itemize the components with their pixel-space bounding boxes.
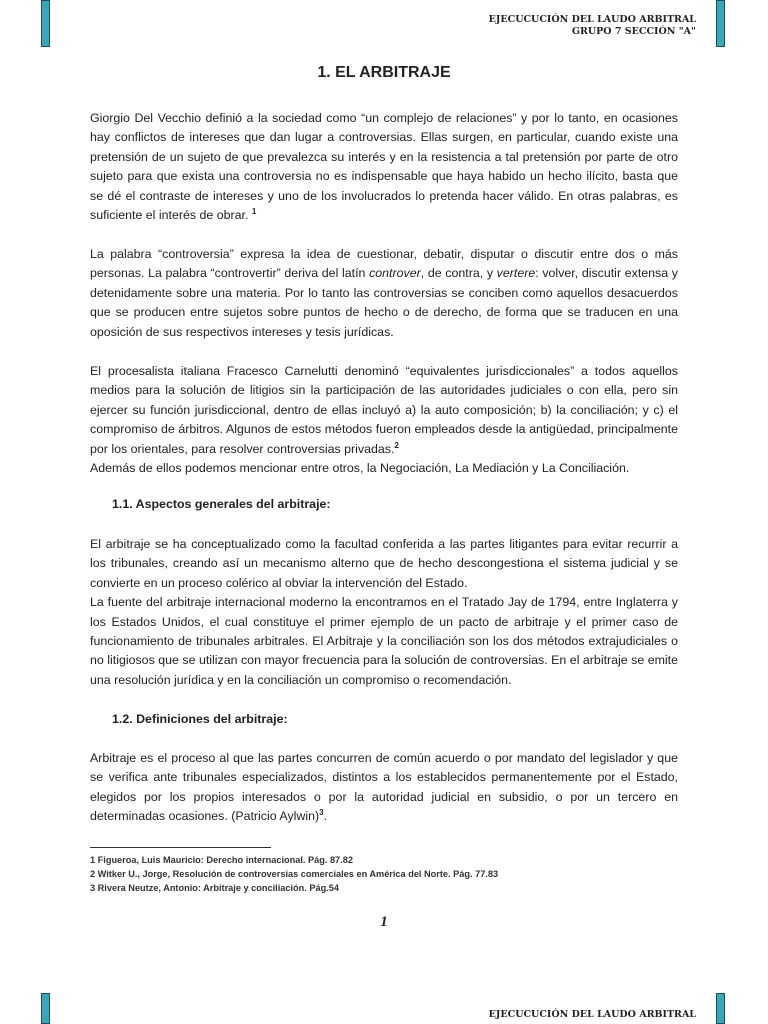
text-line: Arbitraje es el proceso al que las partes concurren de común acuerdo o por mandato del legislador y que [90, 751, 678, 765]
text-line: pretensión de un sujeto de que prevalezca su interés y en la resistencia a tal pretensión por parte de [90, 149, 653, 164]
paragraph-3 [90, 362, 678, 478]
text-line: . [323, 809, 328, 824]
text-line: caso de funcionamiento de tribunales arbitrales. El Arbitraje y la conciliación son los dos métodos [90, 614, 678, 649]
left-accent-bar-top [41, 0, 50, 47]
text-line: extrajudiciales o no litigiosos que se utilizan con mayor frecuencia para la solución de controversias. En [90, 634, 678, 668]
next-page-header [489, 1009, 696, 1021]
text-line: La fuente del arbitraje internacional moderno la encontramos en el Tratado Jay de 1794, entre [90, 595, 612, 610]
text-line: determinadas ocasiones. (Patricio Aylwin) [90, 809, 320, 824]
text-line: personas. La palabra “controvertir” deriva del latín [90, 266, 370, 281]
text-line: extensa y detenidamente sobre una materia. Por lo tanto las controversias se conciben como aquellos [90, 266, 679, 300]
footnote-1: 1 Figueroa, Luis Mauricio: Derecho internacional. Pág. 87.82 [90, 855, 353, 865]
text-line: , de contra, y [420, 266, 497, 281]
text-line: : volver, discutir [535, 266, 622, 281]
header-line-1: EJECUCUCIÓN DEL LAUDO ARBITRAL [488, 14, 696, 25]
subheading-1-1: 1.1. Aspectos generales del arbitraje: [112, 497, 331, 511]
text-line: El procesalista italiana Fracesco Carnelutti denominó “equivalentes jurisdiccionales” a todos aquellos [90, 364, 678, 378]
text-line: otro sujeto para que exista una controversia no es indispensable que haya habido un hecho ilícito, basta [90, 149, 678, 184]
page-header [489, 14, 696, 38]
footnote-ref-3: 3 [319, 808, 324, 818]
page-number: 1 [380, 914, 388, 930]
left-accent-bar-bottom [41, 993, 50, 1024]
paragraph-5 [90, 749, 678, 827]
text-line: Giorgio Del Vecchio definió a la sociedad como “un complejo de relaciones” y por lo tanto, en ocasiones [90, 111, 678, 125]
header-line-2: GRUPO 7 SECCIÓN "A" [571, 26, 696, 37]
paragraph-2 [90, 245, 678, 342]
text-line: ejercer su función jurisdiccional, dentro de ellas incluyó a) la auto composición; b) la conciliación; y c) el [90, 402, 678, 417]
text-line: que se dé el contraste de intereses y uno de los involucrados lo pretenda hacer válido. En otras palabras, [90, 169, 678, 203]
footnote-3: 3 Rivera Neutze, Antonio: Arbitraje y conciliación. Pág.54 [90, 883, 339, 893]
text-line: La palabra “controversia” expresa la idea de cuestionar, debatir, disputar o discutir entre dos o más [90, 247, 678, 261]
footnotes [90, 853, 690, 895]
italic-term: controver [369, 266, 421, 281]
header-line-1: EJECUCUCIÓN DEL LAUDO ARBITRAL [488, 1009, 696, 1020]
footnote-ref-2: 2 [394, 440, 399, 450]
page-title: 1. EL ARBITRAJE [317, 64, 451, 81]
footnote-ref-1: 1 [251, 207, 257, 217]
text-line: El arbitraje se ha conceptualizado como la facultad conferida a las partes litigantes para evitar recurrir a [90, 537, 678, 551]
right-accent-bar-bottom [716, 993, 725, 1024]
text-line: elegidos por los propios interesados o por la autoridad judicial en subsidio, o por un tercero en [90, 789, 678, 804]
text-line: hay conflictos de intereses que dan lugar a controversias. Ellas surgen, en particular, cuando existe una [90, 130, 678, 145]
right-accent-bar-top [716, 0, 725, 47]
text-line: traducen en una oposición de sus respectivos intereses y tesis jurídicas. [90, 305, 678, 339]
footnote-separator [90, 847, 271, 848]
text-line: el arbitraje se emite una resolución jurídica y en la conciliación un compromiso o recomendación. [90, 653, 679, 687]
text-line: los tribunales, creando así un mecanismo alterno que de hecho descongestiona el sistema judicial y se [90, 556, 678, 571]
paragraph-1 [90, 109, 678, 225]
text-line: medios para la solución de litigios sin la participación de las autoridades judiciales o con ella, pero sin [90, 383, 678, 398]
text-line: convierte en un proceso colérico al obviar la intervención del Estado. [90, 575, 468, 590]
text-line: es suficiente el interés de obrar. [90, 188, 678, 223]
subheading-1-2: 1.2. Definiciones del arbitraje: [112, 712, 288, 726]
text-line: se verifica ante tribunales especializados, distintos a los establecidos permanentemente por el Estado, [90, 770, 678, 785]
footnote-2: 2 Witker U., Jorge, Resolución de controversias comerciales en América del Norte. Pág. 77.83 [90, 869, 499, 879]
italic-term: vertere [496, 266, 536, 281]
text-line: desacuerdos que se producen entre sujetos sobre puntos de hecho o de derecho, de forma que se [90, 285, 678, 320]
text-line: Inglaterra y los Estados Unidos, el cual constituye el primer ejemplo de un pacto de arbitraje y el primer [90, 595, 678, 629]
text-line: compromiso de árbitros. Algunos de estos métodos fueron empleados desde la antigüedad, [90, 422, 594, 437]
text-line: Además de ellos podemos mencionar entre otros, la Negociación, La Mediación y La Conciliación. [90, 461, 630, 476]
paragraph-4 [90, 535, 678, 690]
text-line: principalmente por los orientales, para resolver controversias privadas. [90, 422, 678, 456]
